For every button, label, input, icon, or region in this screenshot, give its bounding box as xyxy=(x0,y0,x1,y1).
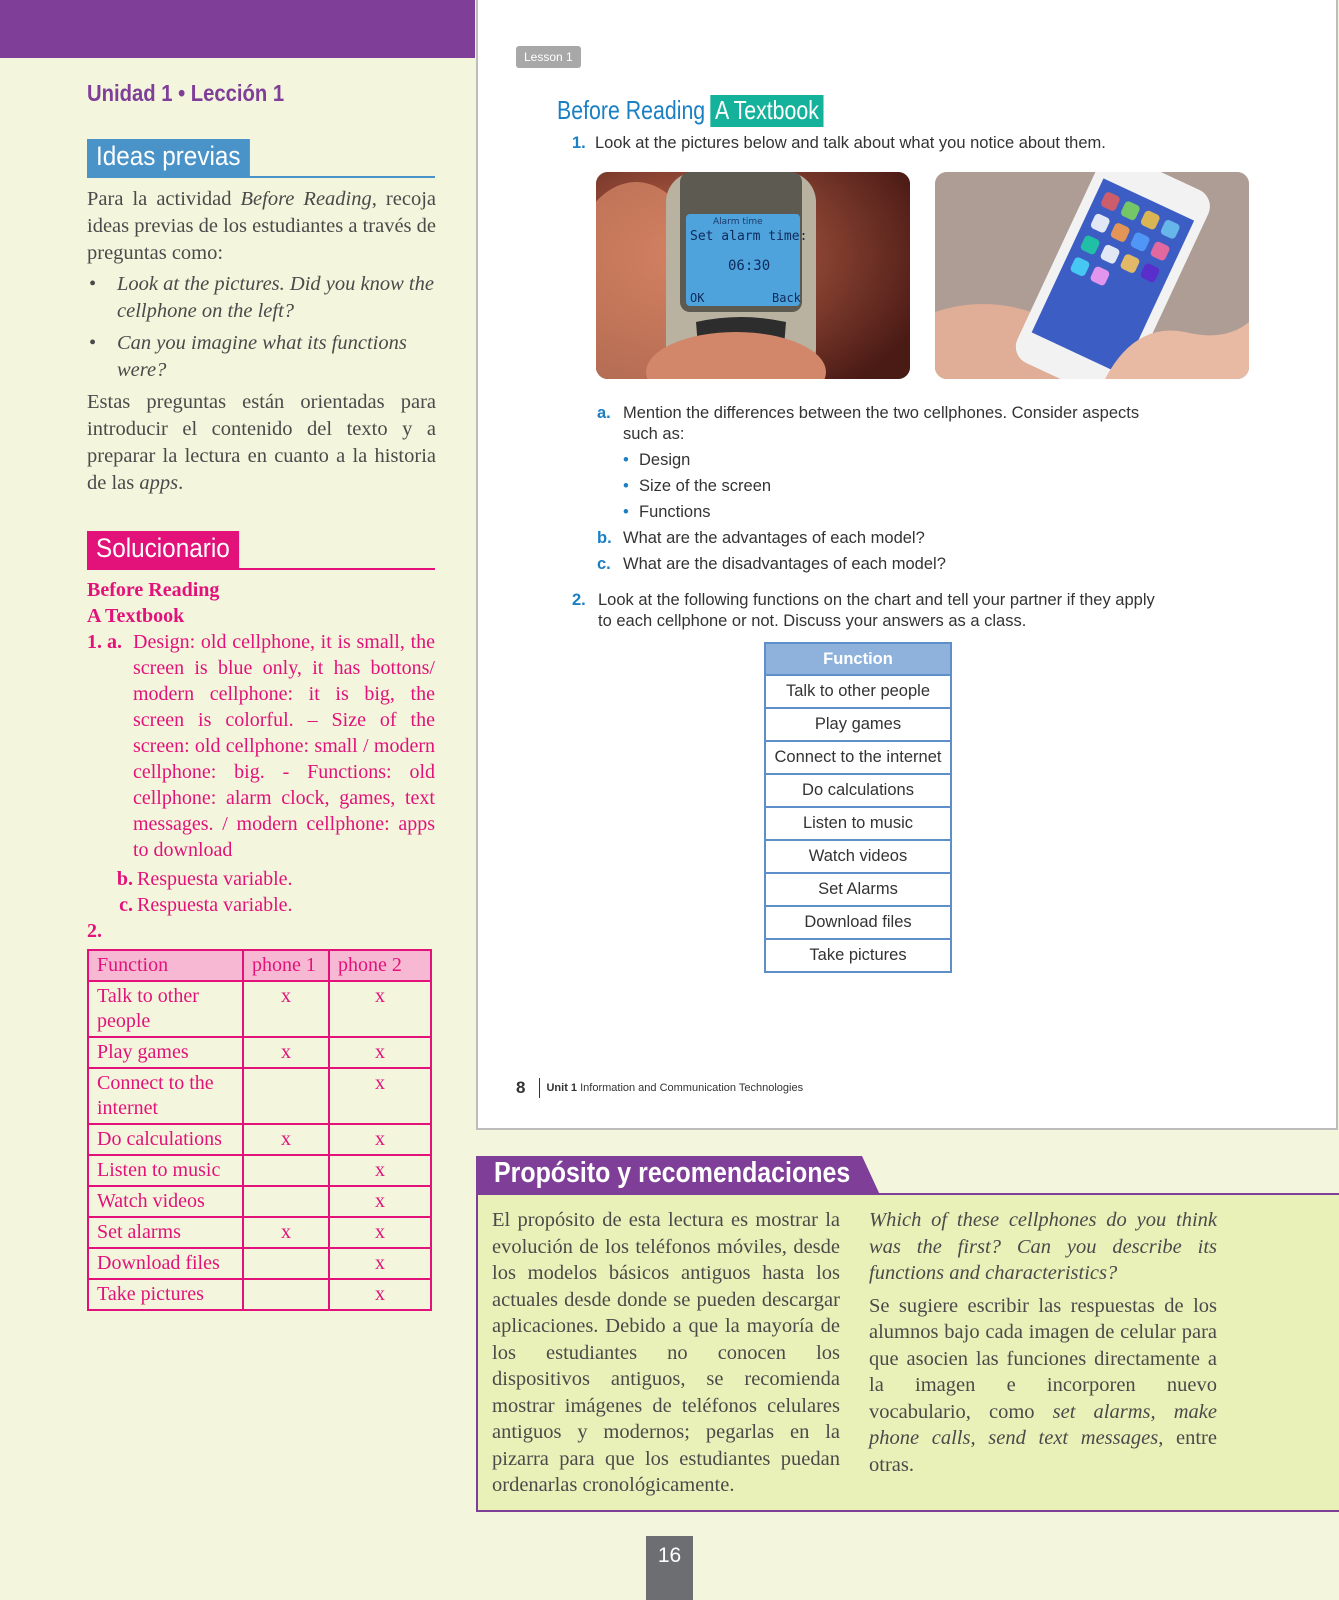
table-row xyxy=(765,675,951,708)
column-header: phone 2 xyxy=(329,950,431,981)
table-row xyxy=(765,741,951,774)
check-cell: x xyxy=(329,1279,431,1310)
table-header-row xyxy=(88,950,431,981)
table-row xyxy=(88,1186,431,1217)
ideas-bullet-list xyxy=(87,271,436,384)
function-cell: Do calculations xyxy=(88,1124,243,1155)
check-cell: x xyxy=(329,1155,431,1186)
a-textbook-box: A Textbook xyxy=(710,95,824,127)
check-cell xyxy=(243,1186,329,1217)
table-row xyxy=(765,807,951,840)
function-cell: Connect to the internet xyxy=(765,741,951,774)
table-row xyxy=(88,1248,431,1279)
check-cell: x xyxy=(329,1248,431,1279)
table-row xyxy=(88,1155,431,1186)
solucionario-label: Solucionario xyxy=(87,531,239,568)
check-cell xyxy=(243,1248,329,1279)
check-cell xyxy=(243,1068,329,1124)
function-cell: Download files xyxy=(88,1248,243,1279)
question-1-subitems xyxy=(597,403,1157,580)
ideas-bullet: • Can you imagine what its functions were? xyxy=(117,330,436,384)
function-table xyxy=(764,642,952,973)
unit-lesson-title: Unidad 1 • Lección 1 xyxy=(87,80,285,106)
footer-text: Information and Communication Technologies xyxy=(580,1082,804,1094)
proposito-question: Which of these cellphones do you think was the first? Can you describe its functions and characteristics? xyxy=(869,1209,1217,1284)
function-cell: Talk to other people xyxy=(88,981,243,1037)
question-1a: a. Mention the differences between the two cellphones. Consider aspects such as: xyxy=(597,404,1140,443)
check-cell: x xyxy=(329,1068,431,1124)
book-footer xyxy=(516,1078,803,1098)
phone-ok: OK xyxy=(690,291,705,305)
check-cell: x xyxy=(243,981,329,1037)
ideas-intro: Para la actividad Before Reading, recoja ideas previas de los estudiantes a través de preguntas como: xyxy=(87,188,436,264)
table-row xyxy=(88,1037,431,1068)
ideas-previas-body xyxy=(87,186,436,501)
answer-2-label: 2. xyxy=(87,920,102,942)
table-row xyxy=(88,1068,431,1124)
function-cell: Watch videos xyxy=(765,840,951,873)
check-cell: x xyxy=(329,1217,431,1248)
phone-set-alarm: Set alarm time: xyxy=(690,229,808,244)
table-row xyxy=(765,906,951,939)
check-cell: x xyxy=(329,1186,431,1217)
proposito-right-text xyxy=(869,1207,1217,1484)
function-cell: Do calculations xyxy=(765,774,951,807)
check-cell xyxy=(243,1279,329,1310)
function-cell: Play games xyxy=(765,708,951,741)
function-cell: Take pictures xyxy=(765,939,951,972)
ideas-previas-label: Ideas previas xyxy=(87,139,250,176)
question-2: 2. Look at the following functions on the chart and tell your partner if they apply to each cellphone or not. Discuss your answers as a class. xyxy=(572,591,1155,630)
column-header: Function xyxy=(88,950,243,981)
answer-1a: 1. a. Design: old cellphone, it is small, the screen is blue only, it has bottons/ modern cellphone: it is big, the screen is colorful. – Size of the screen: old cellphone: small / modern cellphone: big. - Functions: old cellphone: alarm clock, games, text messages. / modern cellphone: apps to download xyxy=(87,631,435,861)
aspect-item: • Design xyxy=(623,451,691,469)
aspect-item: • Size of the screen xyxy=(623,477,772,495)
modern-cellphone-photo xyxy=(935,172,1249,379)
function-cell: Download files xyxy=(765,906,951,939)
book-page-number: 8 xyxy=(516,1078,526,1097)
check-cell: x xyxy=(243,1037,329,1068)
solucionario-subtitle: A Textbook xyxy=(87,605,185,627)
answer-1c: c. Respuesta variable. xyxy=(119,894,293,916)
column-header: phone 1 xyxy=(243,950,329,981)
ideas-outro: Estas preguntas están orientadas para introducir el contenido del texto y a preparar la lectura en cuanto a la historia de las apps. xyxy=(87,391,436,494)
solucionario-body xyxy=(87,577,435,944)
function-cell: Set Alarms xyxy=(765,873,951,906)
solution-table xyxy=(87,949,432,1311)
function-cell: Set alarms xyxy=(88,1217,243,1248)
table-row xyxy=(765,873,951,906)
table-row xyxy=(88,981,431,1037)
question-1: 1. Look at the pictures below and talk about what you notice about them. xyxy=(572,134,1106,152)
check-cell: x xyxy=(243,1217,329,1248)
function-cell: Listen to music xyxy=(765,807,951,840)
check-cell: x xyxy=(329,981,431,1037)
ideas-previas-heading xyxy=(87,139,435,178)
solucionario-heading xyxy=(87,531,435,570)
aspect-item: • Functions xyxy=(623,503,711,521)
check-cell xyxy=(243,1155,329,1186)
old-cellphone-photo xyxy=(596,172,910,379)
table-row xyxy=(88,1124,431,1155)
phone-time: 06:30 xyxy=(728,258,771,274)
lesson-tag: Lesson 1 xyxy=(516,46,581,68)
proposito-left-text: El propósito de esta lectura es mostrar la evolución de los teléfonos móviles, desde los modelos básicos antiguos hasta los actuales desde donde se pueden descargar aplicaciones. Debido a que la mayoría de los estudiantes no conocen los dispositivos antiguos, se recomienda mostrar imágenes de teléfonos celulares antiguos y modernos; pegarlas en la pizarra para que los estudiantes puedan ordenarlas cronológicamente. xyxy=(492,1209,840,1496)
answer-1b: b. Respuesta variable. xyxy=(116,868,293,890)
function-cell: Talk to other people xyxy=(765,675,951,708)
function-cell: Play games xyxy=(88,1037,243,1068)
footer-unit: Unit 1 xyxy=(546,1082,578,1094)
table-row xyxy=(765,939,951,972)
function-cell: Watch videos xyxy=(88,1186,243,1217)
table-row xyxy=(88,1279,431,1310)
top-purple-band xyxy=(0,0,475,58)
check-cell: x xyxy=(243,1124,329,1155)
question-1c: c. What are the disadvantages of each model? xyxy=(597,555,946,573)
phone-back: Back xyxy=(772,291,801,305)
ideas-bullet: • Look at the pictures. Did you know the cellphone on the left? xyxy=(117,271,436,325)
check-cell: x xyxy=(329,1037,431,1068)
solucionario-subtitle: Before Reading xyxy=(87,579,220,601)
proposito-suggestion: Se sugiere escribir las respuestas de los alumnos bajo cada imagen de celular para que asocien las funciones directamente a la imagen e incorporen nuevo vocabulario, como set alarms, make phone calls, send text messages, entre otras. xyxy=(869,1294,1218,1476)
function-cell: Listen to music xyxy=(88,1155,243,1186)
check-cell: x xyxy=(329,1124,431,1155)
page-number: 16 xyxy=(646,1536,693,1600)
function-header: Function xyxy=(765,643,951,675)
question-1b: b. What are the advantages of each model? xyxy=(597,529,925,547)
phone-screen-label: Alarm time xyxy=(713,217,763,227)
before-reading-title: Before Reading A Textbook xyxy=(557,95,824,126)
table-row xyxy=(765,774,951,807)
table-row xyxy=(765,840,951,873)
function-cell: Take pictures xyxy=(88,1279,243,1310)
function-cell: Connect to the internet xyxy=(88,1068,243,1124)
table-row xyxy=(88,1217,431,1248)
table-row xyxy=(765,708,951,741)
proposito-heading: Propósito y recomendaciones xyxy=(494,1157,851,1189)
